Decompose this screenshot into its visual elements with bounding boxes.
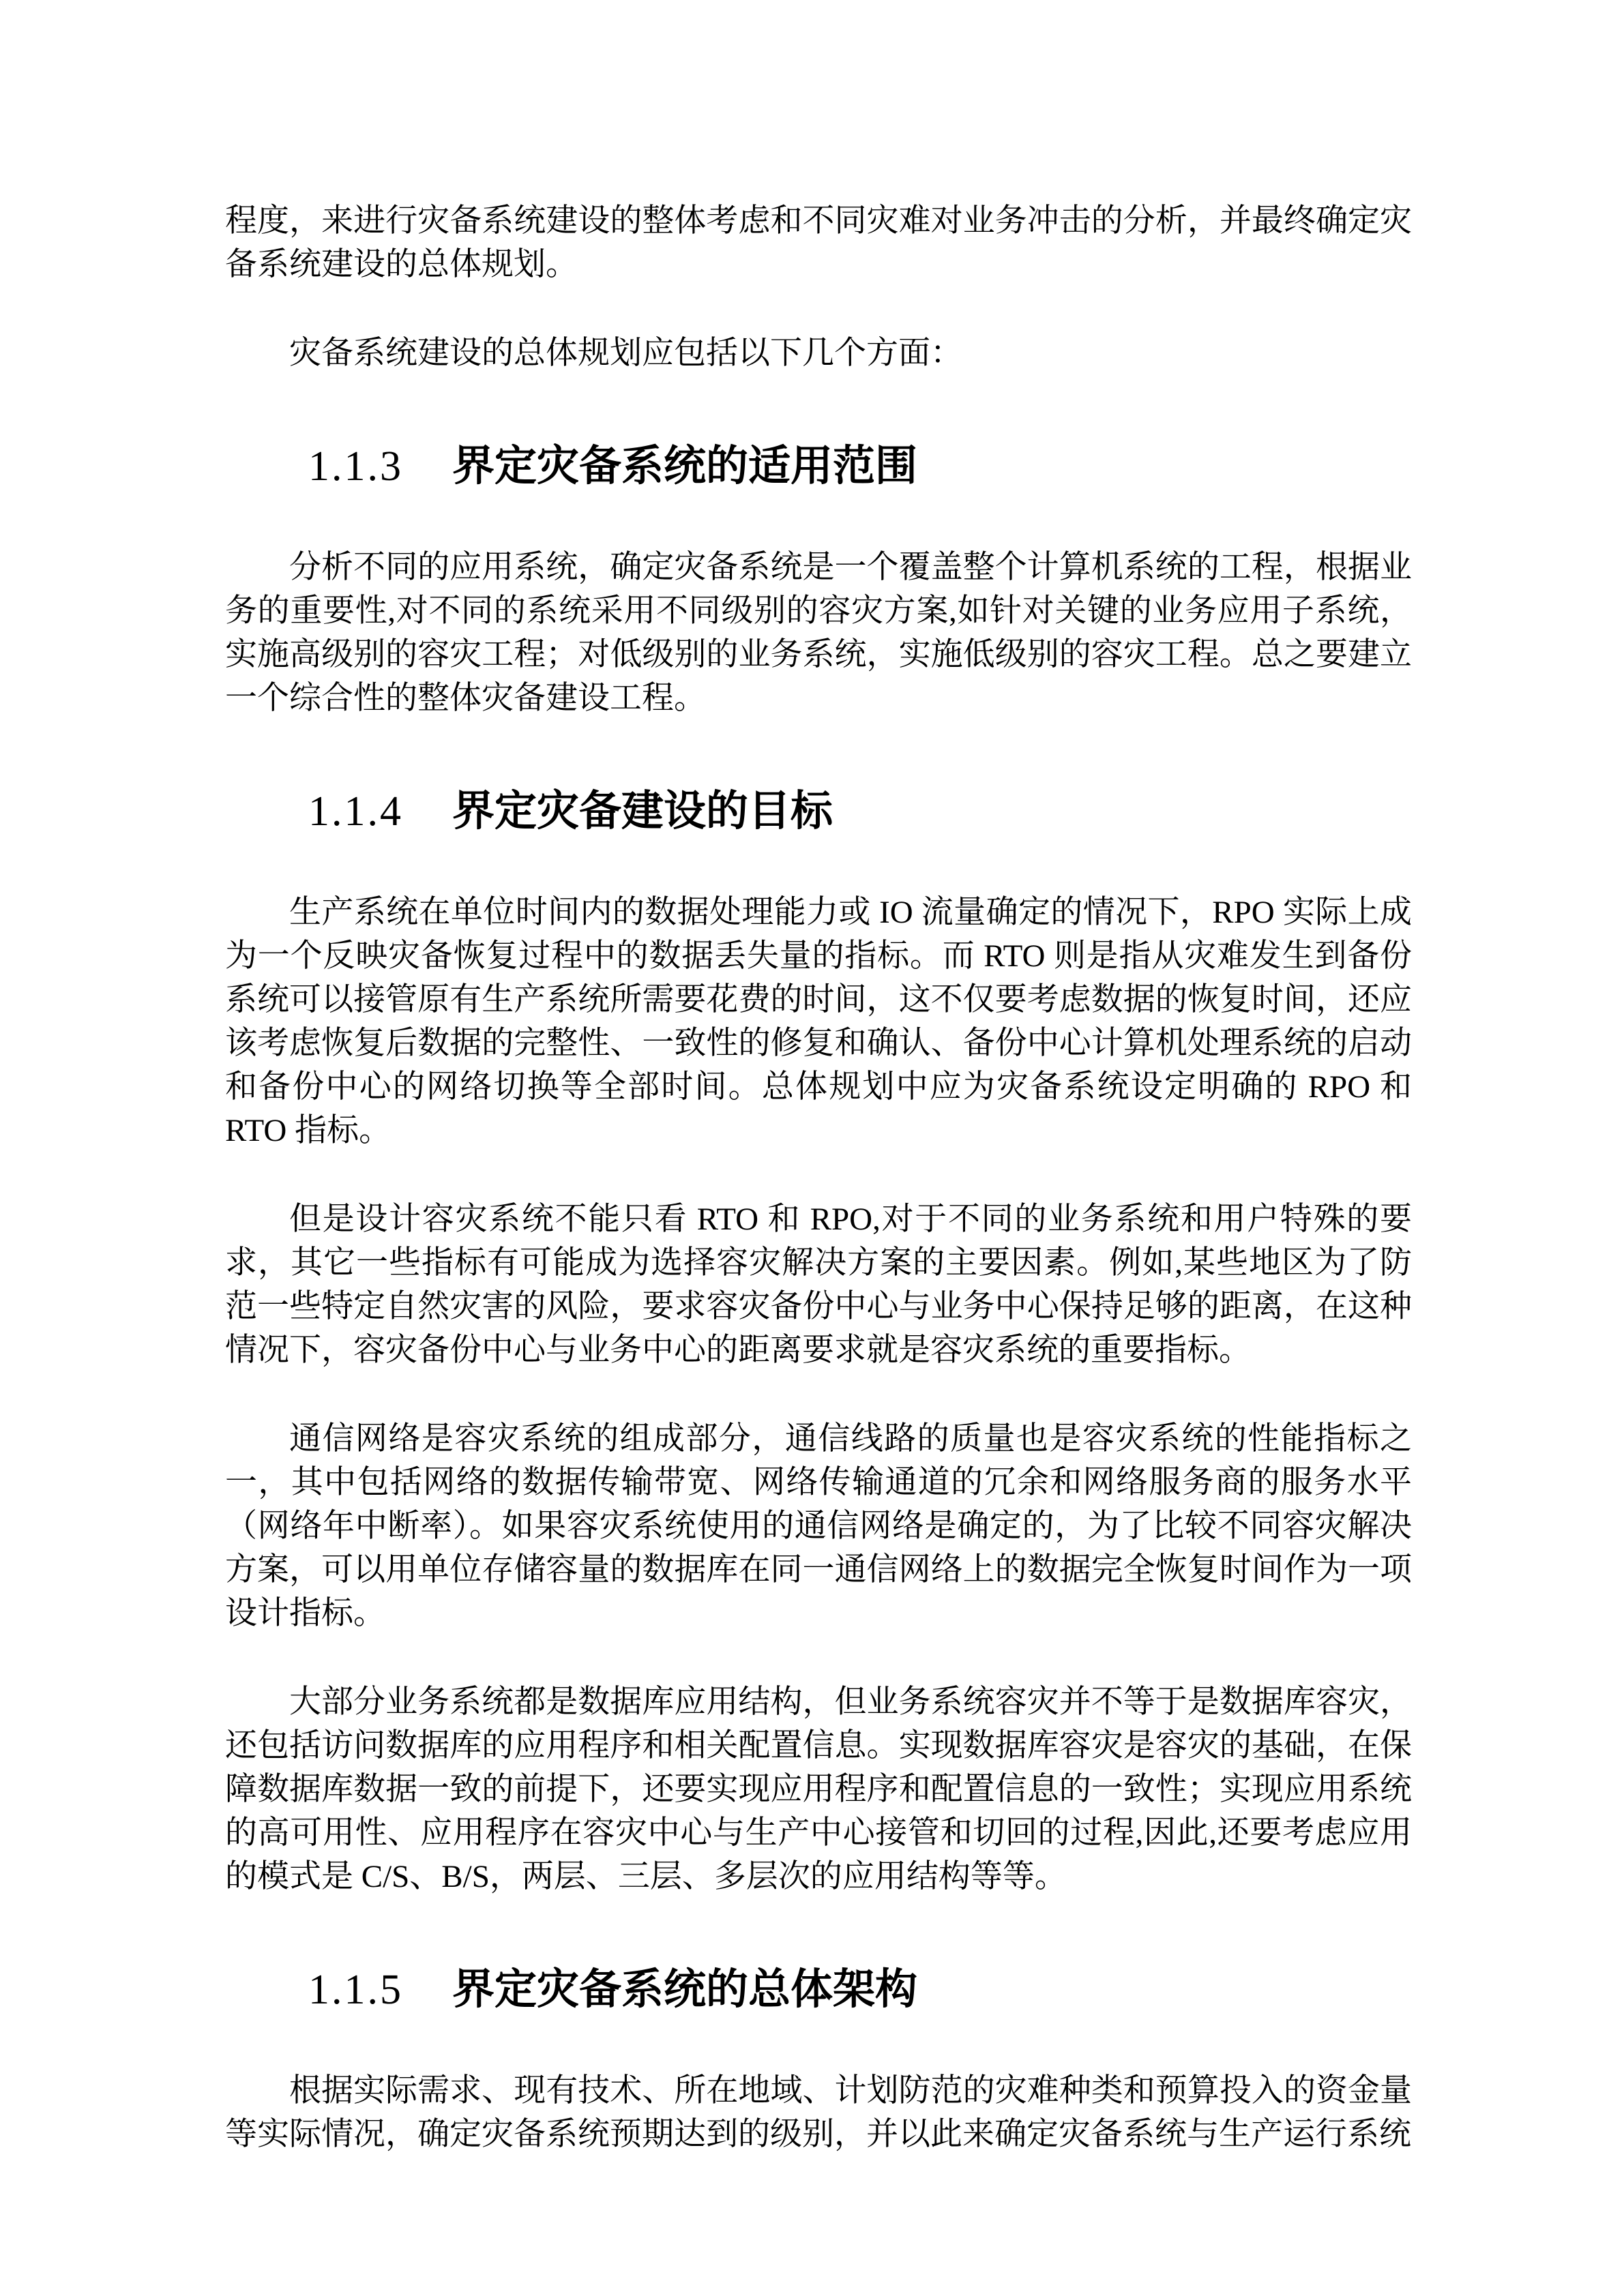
section-heading-1-1-4 — [308, 783, 1412, 840]
paragraph-goal-body-2: 但是设计容灾系统不能只看 RTO 和 RPO,对于不同的业务系统和用户特殊的要求，其它一些指标有可能成为选择容灾解决方案的主要因素。例如,某些地区为了防范一些特定自然灾害的风险，要求容灾备份中心与业务中心保持足够的距离，在这种情况下，容灾备份中心与业务中心的距离要求就是容灾系统的重要指标。 — [225, 1202, 1412, 1368]
heading-title-scope: 界定灾备系统的适用范围 — [452, 443, 918, 490]
heading-number-1-1-5: 1.1.5 — [308, 1967, 403, 2013]
paragraph-goal-body-1: 生产系统在单位时间内的数据处理能力或 IO 流量确定的情况下，RPO 实际上成为一个反映灾备恢复过程中的数据丢失量的指标。而 RTO 则是指从灾难发生到备份系统可以接管原有生产系统所需要花费的时间，这不仅要考虑数据的恢复时间，还应该考虑恢复后数据的完整性、一致性的修复和确认、备份中心计算机处理系统的启动和备份中心的网络切换等全部时间。总体规划中应为灾备系统设定明确的 RPO 和 RTO 指标。 — [225, 895, 1412, 1148]
paragraph-goal-body-3: 通信网络是容灾系统的组成部分，通信线路的质量也是容灾系统的性能指标之一，其中包括网络的数据传输带宽、网络传输通道的冗余和网络服务商的服务水平（网络年中断率）。如果容灾系统使用的通信网络是确定的，为了比较不同容灾解决方案，可以用单位存储容量的数据库在同一通信网络上的数据完全恢复时间作为一项设计指标。 — [225, 1421, 1412, 1631]
heading-title-architecture: 界定灾备系统的总体架构 — [452, 1966, 918, 2013]
heading-title-goal: 界定灾备建设的目标 — [452, 788, 833, 835]
heading-number-1-1-3: 1.1.3 — [308, 443, 403, 490]
section-heading-1-1-5 — [308, 1961, 1412, 2018]
paragraph-arch-body: 根据实际需求、现有技术、所在地域、计划防范的灾难种类和预算投入的资金量等实际情况，确定灾备系统预期达到的级别，并以此来确定灾备系统与生产运行系统 — [225, 2073, 1412, 2152]
paragraph-lead-in: 灾备系统建设的总体规划应包括以下几个方面： — [289, 336, 962, 371]
paragraph-goal-body-4: 大部分业务系统都是数据库应用结构，但业务系统容灾并不等于是数据库容灾，还包括访问数据库的应用程序和相关配置信息。实现数据库容灾是容灾的基础，在保障数据库数据一致的前提下，还要实现应用程序和配置信息的一致性；实现应用系统的高可用性、应用程序在容灾中心与生产中心接管和切回的过程,因此,还要考虑应用的模式是 C/S、B/S，两层、三层、多层次的应用结构等等。 — [225, 1684, 1412, 1894]
heading-number-1-1-4: 1.1.4 — [308, 788, 403, 835]
paragraph-scope-body: 分析不同的应用系统，确定灾备系统是一个覆盖整个计算机系统的工程，根据业务的重要性,对不同的系统采用不同级别的容灾方案,如针对关键的业务应用子系统，实施高级别的容灾工程；对低级别的业务系统，实施低级别的容灾工程。总之要建立一个综合性的整体灾备建设工程。 — [225, 550, 1412, 716]
section-heading-1-1-3 — [308, 438, 1412, 495]
paragraph-continuation: 程度，来进行灾备系统建设的整体考虑和不同灾难对业务冲击的分析，并最终确定灾备系统建设的总体规划。 — [225, 203, 1412, 282]
